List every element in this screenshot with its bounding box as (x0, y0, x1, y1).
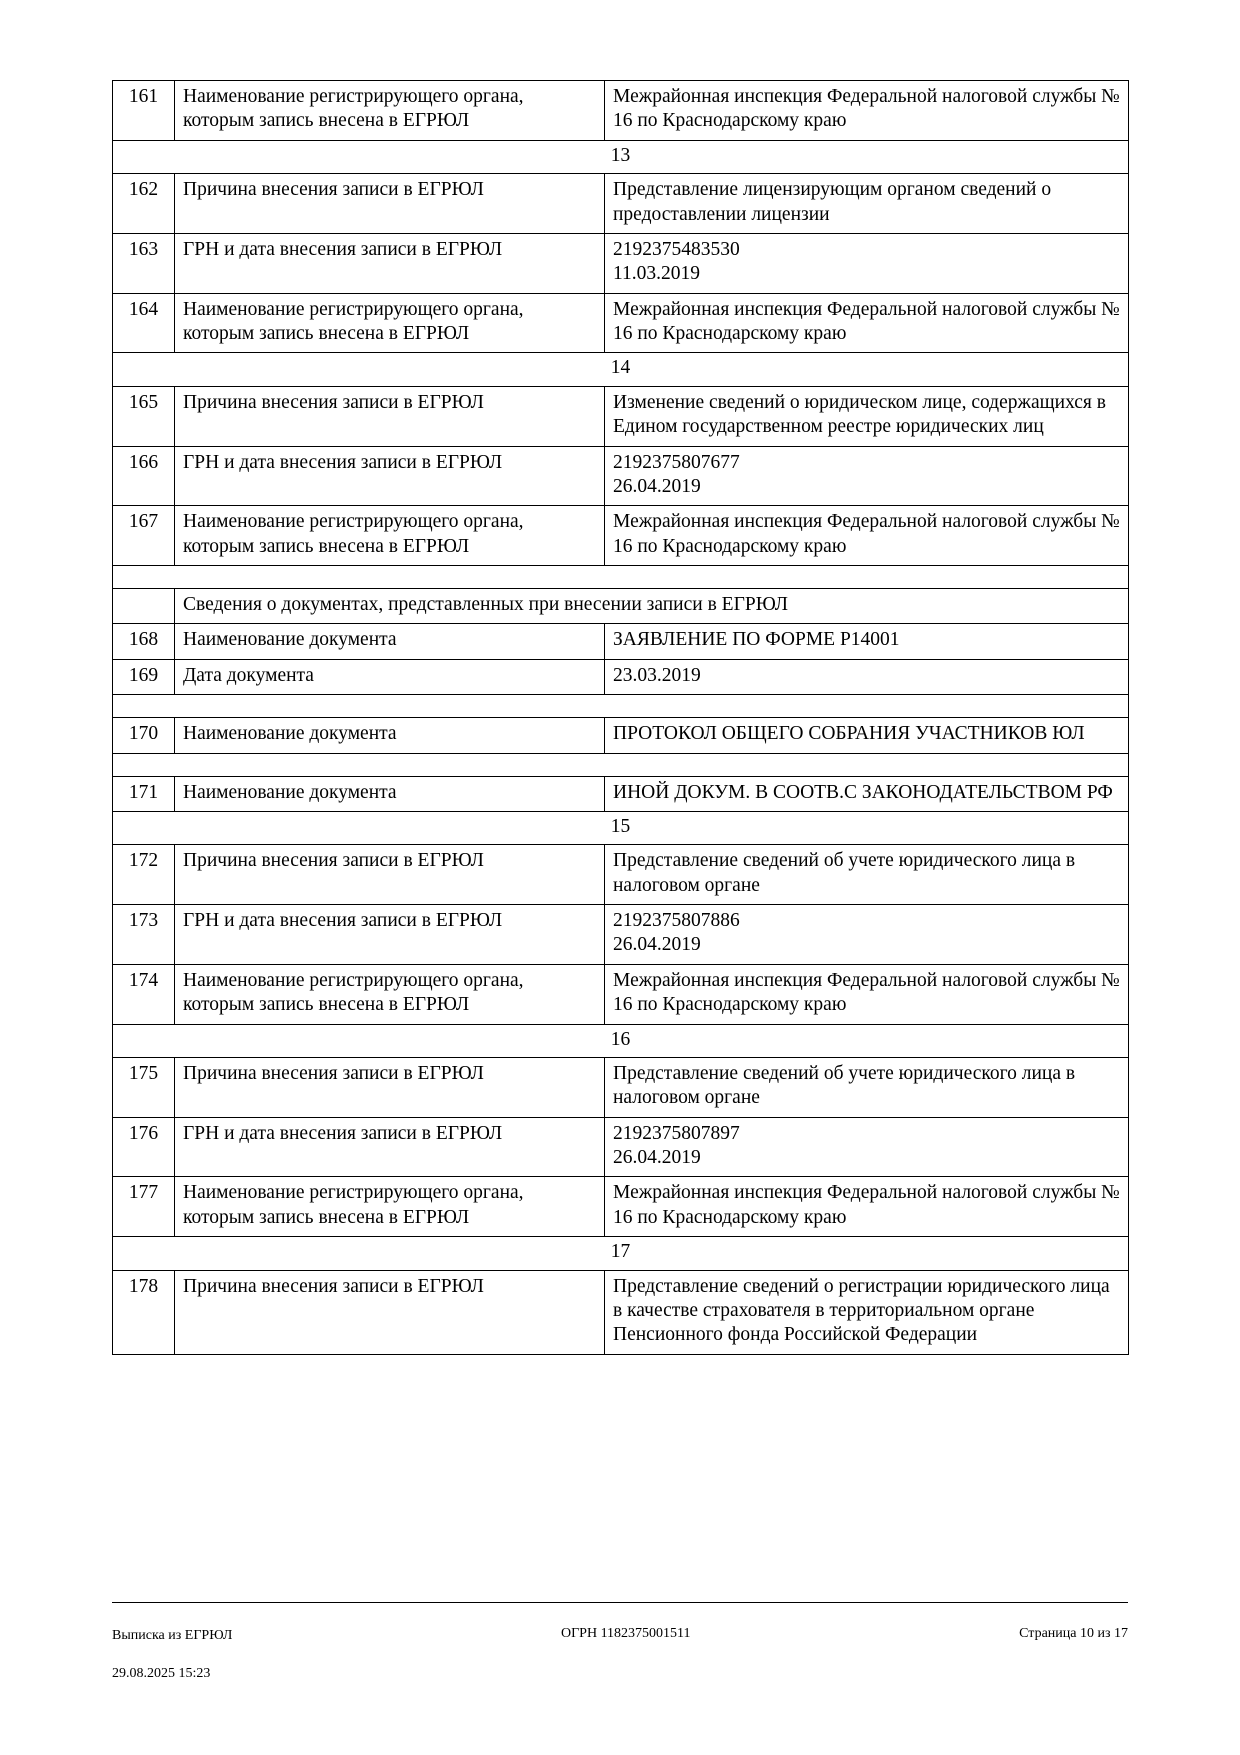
text-line: 26.04.2019 (613, 934, 701, 956)
text-line: 2192375807677 (613, 451, 740, 473)
table-heading-row (113, 589, 1129, 624)
row-value: Межрайонная инспекция Федеральной налоговой службы № 16 по Краснодарскому краю (605, 293, 1129, 353)
footer-generated-datetime: 29.08.2025 15:23 (112, 1666, 211, 1682)
row-label: Наименование регистрирующего органа, которым запись внесена в ЕГРЮЛ (175, 506, 605, 566)
row-value: Представление сведений о регистрации юридического лица в качестве страхователя в территориальном органе Пенсионного фонда Российской Федерации (605, 1270, 1129, 1354)
row-label: Причина внесения записи в ЕГРЮЛ (175, 174, 605, 234)
table-row (113, 845, 1129, 905)
table-row (113, 233, 1129, 293)
row-number: 167 (113, 506, 175, 566)
row-number: 178 (113, 1270, 175, 1354)
row-label: Наименование документа (175, 718, 605, 753)
table-row (113, 81, 1129, 141)
row-number: 162 (113, 174, 175, 234)
table-row (113, 776, 1129, 811)
row-value: Изменение сведений о юридическом лице, содержащихся в Едином государственном реестре юридических лиц (605, 386, 1129, 446)
row-number: 172 (113, 845, 175, 905)
row-label: Наименование регистрирующего органа, которым запись внесена в ЕГРЮЛ (175, 964, 605, 1024)
row-number: 175 (113, 1057, 175, 1117)
row-label: ГРН и дата внесения записи в ЕГРЮЛ (175, 233, 605, 293)
row-value: Межрайонная инспекция Федеральной налоговой службы № 16 по Краснодарскому краю (605, 506, 1129, 566)
table-row (113, 1117, 1129, 1177)
table-spacer-row (113, 566, 1129, 589)
row-label: ГРН и дата внесения записи в ЕГРЮЛ (175, 905, 605, 965)
egrul-records-table (112, 80, 1129, 1355)
row-number: 164 (113, 293, 175, 353)
row-number: 168 (113, 624, 175, 659)
table-section-row (113, 1024, 1129, 1057)
row-number: 169 (113, 659, 175, 694)
section-title: 15 (113, 811, 1129, 844)
row-label: Причина внесения записи в ЕГРЮЛ (175, 386, 605, 446)
table-row (113, 1057, 1129, 1117)
section-title: 17 (113, 1237, 1129, 1270)
row-value: ЗАЯВЛЕНИЕ ПО ФОРМЕ Р14001 (605, 624, 1129, 659)
section-title: 13 (113, 140, 1129, 173)
row-value: Межрайонная инспекция Федеральной налоговой службы № 16 по Краснодарскому краю (605, 1177, 1129, 1237)
table-spacer-row (113, 753, 1129, 776)
spacer-cell (113, 753, 1129, 776)
table-row (113, 659, 1129, 694)
table-row (113, 1177, 1129, 1237)
text-line: 2192375807897 (613, 1122, 740, 1144)
row-value: Представление сведений об учете юридического лица в налоговом органе (605, 1057, 1129, 1117)
row-number: 165 (113, 386, 175, 446)
row-label: ГРН и дата внесения записи в ЕГРЮЛ (175, 446, 605, 506)
row-label: Причина внесения записи в ЕГРЮЛ (175, 1270, 605, 1354)
row-label: Причина внесения записи в ЕГРЮЛ (175, 1057, 605, 1117)
row-label: Причина внесения записи в ЕГРЮЛ (175, 845, 605, 905)
section-title: 16 (113, 1024, 1129, 1057)
row-label: Дата документа (175, 659, 605, 694)
row-number: 173 (113, 905, 175, 965)
footer-page-number: Страница 10 из 17 (1019, 1625, 1128, 1641)
table-section-row (113, 1237, 1129, 1270)
section-title: 14 (113, 353, 1129, 386)
footer-document-title: Выписка из ЕГРЮЛ (112, 1628, 233, 1644)
table-row (113, 964, 1129, 1024)
row-number: 177 (113, 1177, 175, 1237)
text-line: 26.04.2019 (613, 475, 701, 497)
row-value: Представление сведений об учете юридического лица в налоговом органе (605, 845, 1129, 905)
row-value: ИНОЙ ДОКУМ. В СООТВ.С ЗАКОНОДАТЕЛЬСТВОМ РФ (605, 776, 1129, 811)
row-number: 171 (113, 776, 175, 811)
table-row (113, 718, 1129, 753)
table-row (113, 905, 1129, 965)
row-value (605, 446, 1129, 506)
row-number: 166 (113, 446, 175, 506)
table-row (113, 1270, 1129, 1354)
footer-ogrn: ОГРН 1182375001511 (560, 1625, 691, 1641)
row-value: Межрайонная инспекция Федеральной налоговой службы № 16 по Краснодарскому краю (605, 81, 1129, 141)
page-footer (112, 1602, 1128, 1703)
spacer-cell (113, 566, 1129, 589)
text-line: 11.03.2019 (613, 263, 701, 285)
row-value: Представление лицензирующим органом сведений о предоставлении лицензии (605, 174, 1129, 234)
heading-title: Сведения о документах, представленных при внесении записи в ЕГРЮЛ (175, 589, 1129, 624)
row-number: 176 (113, 1117, 175, 1177)
table-section-row (113, 140, 1129, 173)
table-row (113, 293, 1129, 353)
table-row (113, 624, 1129, 659)
row-number: 170 (113, 718, 175, 753)
table-body (113, 81, 1129, 1355)
table-section-row (113, 353, 1129, 386)
row-label: Наименование регистрирующего органа, которым запись внесена в ЕГРЮЛ (175, 293, 605, 353)
row-number: 161 (113, 81, 175, 141)
text-line: 26.04.2019 (613, 1147, 701, 1168)
table-row (113, 506, 1129, 566)
text-line: 2192375483530 (613, 238, 740, 260)
spacer-cell (113, 695, 1129, 718)
footer-left-block (112, 1609, 232, 1703)
row-number: 163 (113, 233, 175, 293)
row-value (605, 233, 1129, 293)
row-label: ГРН и дата внесения записи в ЕГРЮЛ (175, 1117, 605, 1177)
table-section-row (113, 811, 1129, 844)
heading-num-cell (113, 589, 175, 624)
row-value (605, 1117, 1129, 1177)
row-value: 23.03.2019 (605, 659, 1129, 694)
row-number: 174 (113, 964, 175, 1024)
text-line: 2192375807886 (613, 910, 740, 931)
row-value: Межрайонная инспекция Федеральной налоговой службы № 16 по Краснодарскому краю (605, 964, 1129, 1024)
table-row (113, 386, 1129, 446)
row-label: Наименование регистрирующего органа, которым запись внесена в ЕГРЮЛ (175, 1177, 605, 1237)
table-row (113, 174, 1129, 234)
row-label: Наименование документа (175, 624, 605, 659)
table-row (113, 446, 1129, 506)
row-label: Наименование регистрирующего органа, которым запись внесена в ЕГРЮЛ (175, 81, 605, 141)
table-spacer-row (113, 695, 1129, 718)
row-value: ПРОТОКОЛ ОБЩЕГО СОБРАНИЯ УЧАСТНИКОВ ЮЛ (605, 718, 1129, 753)
row-label: Наименование документа (175, 776, 605, 811)
row-value (605, 905, 1129, 965)
